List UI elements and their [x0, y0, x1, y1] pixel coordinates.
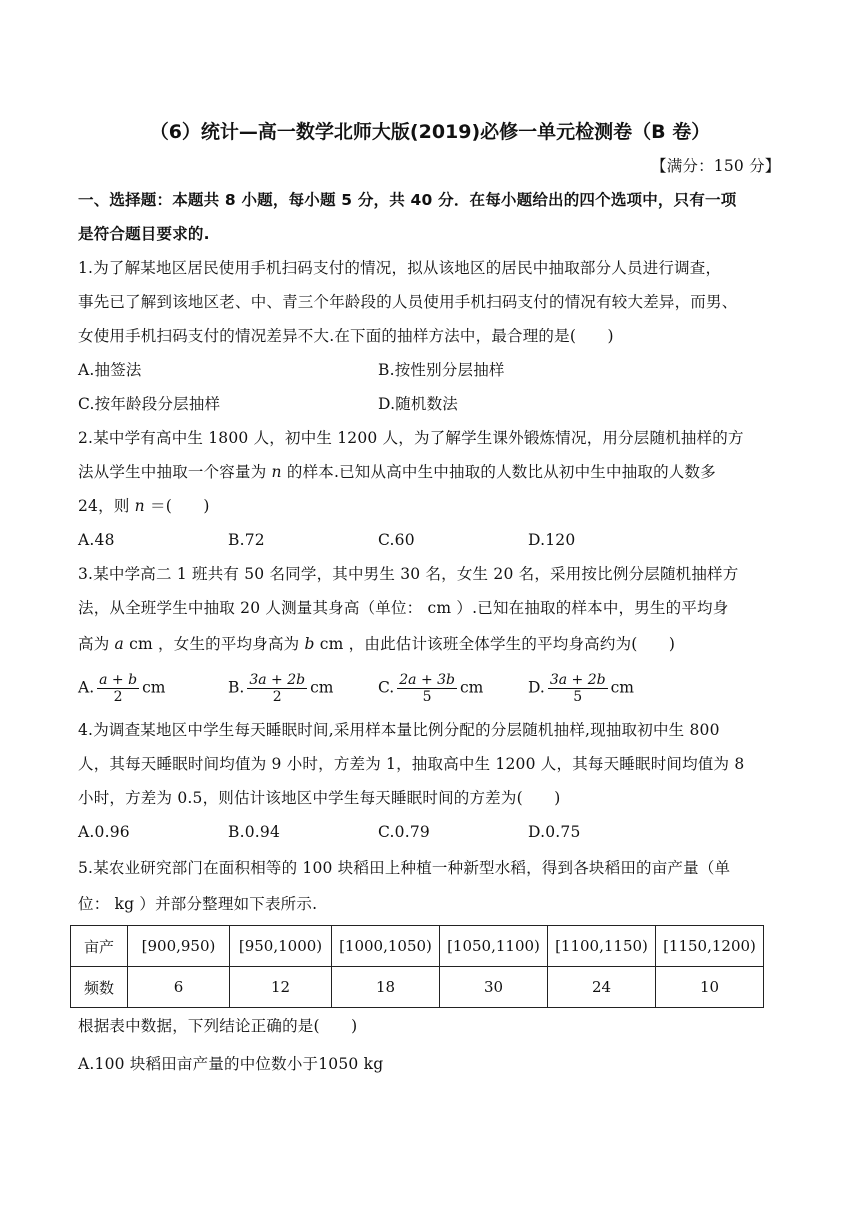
table-header-cell: 亩产 [71, 926, 128, 967]
table-row [71, 967, 764, 1008]
q2-option-c: C.60 [378, 531, 415, 549]
q5-line2: 位： kg ）并部分整理如下表所示. [78, 895, 318, 913]
q4-line2: 人，其每天睡眠时间均值为 9 小时，方差为 1，抽取高中生 1200 人，其每天睡眠时间均值为 8 [78, 755, 745, 773]
q2-variable-n: n [271, 463, 282, 481]
q3-line3 [78, 634, 675, 654]
fraction-denominator: 5 [573, 689, 583, 705]
table-cell: 10 [656, 967, 764, 1008]
fraction-numerator: 3a + 2b [249, 672, 306, 688]
fraction-denominator: 2 [272, 689, 282, 705]
q5-line1: 5.某农业研究部门在面积相等的 100 块稻田上种植一种新型水稻，得到各块稻田的亩产量（单 [78, 859, 731, 877]
q4-option-d: D.0.75 [528, 823, 581, 841]
unit-label: cm [310, 678, 334, 697]
q3-line1: 3.某中学高二 1 班共有 50 名同学，其中男生 30 名，女生 20 名，采用按比例分层随机抽样方 [78, 565, 739, 583]
fraction-numerator: a + b [99, 672, 138, 688]
table-cell: [1000,1050) [332, 926, 440, 967]
q3-line3-text-c: cm ，由此估计该班全体学生的平均身高约为( ) [319, 635, 676, 653]
table-cell: 12 [230, 967, 332, 1008]
q2-option-d: D.120 [528, 531, 576, 549]
full-score: 【满分：150 分】 [651, 157, 781, 175]
q1-option-c: C.按年龄段分层抽样 [78, 395, 221, 413]
yield-table [70, 925, 764, 1008]
q3-option-b-fraction [247, 672, 307, 705]
table-cell: [950,1000) [230, 926, 332, 967]
q2-line2 [78, 462, 716, 482]
q1-option-b: B.按性别分层抽样 [378, 361, 505, 379]
q3-option-d-prefix: D. [528, 678, 545, 697]
q3-line2: 法，从全班学生中抽取 20 人测量其身高（单位： cm ）.已知在抽取的样本中，男生的平均身 [78, 599, 729, 617]
unit-label: cm [142, 678, 166, 697]
section-heading-line1: 一、选择题：本题共 8 小题，每小题 5 分，共 40 分．在每小题给出的四个选项中，只有一项 [78, 191, 737, 209]
table-cell: [1050,1100) [440, 926, 548, 967]
q4-line1: 4.为调查某地区中学生每天睡眠时间,采用样本量比例分配的分层随机抽样,现抽取初中生 800 [78, 721, 720, 739]
q2-line3-text-a: 24，则 [78, 497, 130, 515]
q1-line1: 1.为了解某地区居民使用手机扫码支付的情况，拟从该地区的居民中抽取部分人员进行调查， [78, 259, 722, 277]
q1-line2: 事先已了解到该地区老、中、青三个年龄段的人员使用手机扫码支付的情况有较大差异，而男、 [78, 293, 738, 311]
q3-variable-b: b [304, 635, 315, 653]
q3-option-b-prefix: B. [228, 678, 245, 697]
q3-variable-a: a [114, 635, 124, 653]
table-cell: 6 [128, 967, 230, 1008]
fraction-numerator: 2a + 3b [399, 672, 455, 688]
q2-option-a: A.48 [78, 531, 115, 549]
q3-line3-text-b: cm ，女生的平均身高为 [129, 635, 300, 653]
unit-label: cm [610, 678, 634, 697]
q2-option-b: B.72 [228, 531, 265, 549]
table-header-cell: 频数 [71, 967, 128, 1008]
q1-line3: 女使用手机扫码支付的情况差异不大.在下面的抽样方法中，最合理的是( ) [78, 327, 614, 345]
fraction-denominator: 2 [113, 689, 123, 705]
q3-option-b [228, 672, 333, 705]
table-row [71, 926, 764, 967]
q2-variable-n-2: n [134, 497, 145, 515]
q3-option-d [528, 672, 634, 705]
q2-line2-text-b: 的样本.已知从高中生中抽取的人数比从初中生中抽取的人数多 [286, 463, 716, 481]
q1-option-d: D.随机数法 [378, 395, 459, 413]
fraction-denominator: 5 [422, 689, 432, 705]
q3-option-a [78, 672, 165, 705]
q5-question-prompt: 根据表中数据，下列结论正确的是( ) [78, 1017, 358, 1035]
table-cell: [1100,1150) [548, 926, 656, 967]
q3-option-d-fraction [548, 672, 608, 705]
table-cell: [1150,1200) [656, 926, 764, 967]
q2-line1: 2.某中学有高中生 1800 人，初中生 1200 人，为了解学生课外锻炼情况，用分层随机抽样的方 [78, 429, 744, 447]
section-heading-line2: 是符合题目要求的. [78, 225, 210, 243]
q3-option-c [378, 672, 483, 705]
q4-option-c: C.0.79 [378, 823, 430, 841]
q3-option-c-fraction [397, 672, 457, 705]
page-title: （6）统计—高一数学北师大版(2019)必修一单元检测卷（B 卷） [149, 121, 711, 143]
q5-option-a: A.100 块稻田亩产量的中位数小于1050 kg [78, 1055, 384, 1073]
q2-line2-text-a: 法从学生中抽取一个容量为 [78, 463, 267, 481]
table-cell: 24 [548, 967, 656, 1008]
table-cell: [900,950) [128, 926, 230, 967]
q3-line3-text-a: 高为 [78, 635, 110, 653]
unit-label: cm [460, 678, 484, 697]
fraction-numerator: 3a + 2b [549, 672, 606, 688]
q2-line3 [78, 496, 210, 516]
table-cell: 18 [332, 967, 440, 1008]
q3-option-c-prefix: C. [378, 678, 395, 697]
q4-option-b: B.0.94 [228, 823, 281, 841]
q2-line3-text-b: ＝( ) [150, 497, 210, 515]
q3-option-a-fraction [97, 672, 139, 705]
table-cell: 30 [440, 967, 548, 1008]
q3-option-a-prefix: A. [78, 678, 95, 697]
q1-option-a: A.抽签法 [78, 361, 142, 379]
q4-option-a: A.0.96 [78, 823, 130, 841]
q4-line3: 小时，方差为 0.5，则估计该地区中学生每天睡眠时间的方差为( ) [78, 789, 561, 807]
